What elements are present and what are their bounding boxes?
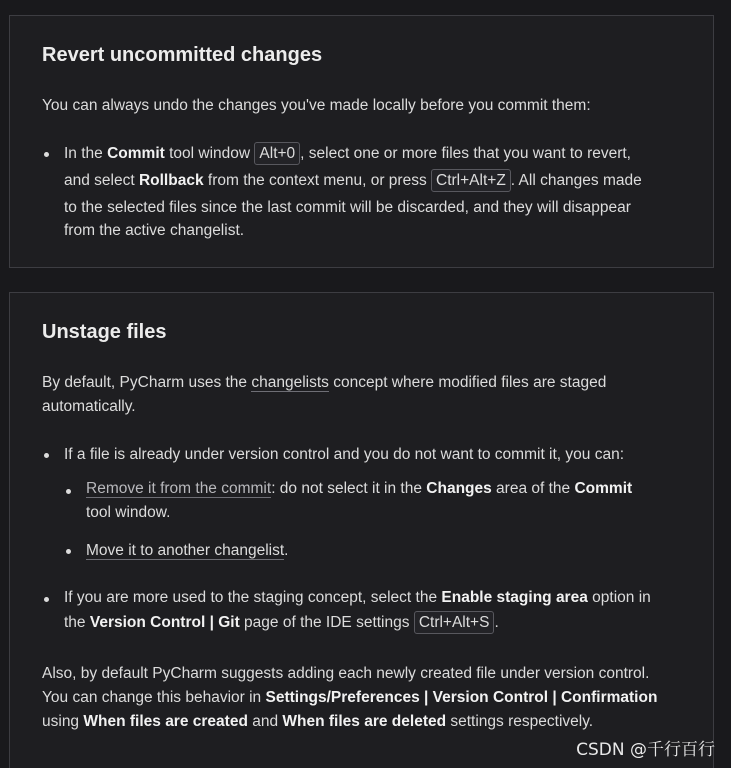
- list-item: If a file is already under version control and you do not want to commit it, you can:: [64, 446, 625, 463]
- list-item: [64, 140, 694, 244]
- when-files-created-label: When files are created: [83, 713, 248, 730]
- list-item-line: In the Commit tool window Alt+0 , select one or more files that you want to revert,: [64, 140, 694, 167]
- bullet: [44, 152, 49, 157]
- watermark: CSDN @千行百行: [576, 740, 715, 760]
- section-outro: Also, by default PyCharm suggests adding each newly created file under version control. You can change this behavior in Settings/Preferences | Version Control | Confirmation using When files are created and When files are deleted settings respectively.: [42, 665, 658, 730]
- changelists-link[interactable]: changelists: [251, 374, 329, 391]
- commit-label: Commit: [574, 480, 633, 497]
- list-item-line: and select Rollback from the context menu, or press Ctrl+Alt+Z . All changes made: [64, 167, 694, 194]
- list-item-line: the Version Control | Git page of the IDE settings Ctrl+Alt+S .: [64, 610, 694, 635]
- list-item: [64, 585, 694, 635]
- list-item-line: If you are more used to the staging concept, select the Enable staging area option in: [64, 589, 651, 606]
- list-item-line: Remove it from the commit: do not select it in the Changes area of the Commit: [86, 480, 633, 497]
- shortcut-alt-0: Alt+0: [254, 142, 300, 165]
- list-item-line: from the active changelist.: [64, 222, 245, 239]
- commit-label: Commit: [107, 145, 165, 162]
- list-item: Move it to another changelist.: [86, 542, 289, 559]
- bullet: [44, 597, 49, 602]
- section-intro: You can always undo the changes you've made locally before you commit them:: [42, 97, 591, 114]
- section-intro: By default, PyCharm uses the changelists concept where modified files are staged automatically.: [42, 374, 607, 415]
- section-title: Revert uncommitted changes: [42, 44, 323, 66]
- enable-staging-label: Enable staging area: [441, 589, 588, 606]
- shortcut-ctrl-alt-z: Ctrl+Alt+Z: [431, 169, 511, 192]
- changes-label: Changes: [426, 480, 492, 497]
- bullet: [44, 453, 49, 458]
- list-item-line: tool window.: [86, 504, 171, 521]
- when-files-deleted-label: When files are deleted: [282, 713, 447, 730]
- rollback-label: Rollback: [138, 172, 204, 189]
- unstage-files-section: [9, 292, 714, 768]
- version-control-git-label: Version Control | Git: [89, 614, 240, 631]
- list-item-line: to the selected files since the last commit will be discarded, and they will disappear: [64, 199, 631, 216]
- remove-from-commit-link[interactable]: Remove it from the commit: [86, 480, 272, 497]
- list-item: [86, 477, 696, 525]
- bullet: [66, 549, 71, 554]
- section-title: Unstage files: [42, 321, 167, 343]
- revert-changes-section: [9, 15, 714, 268]
- shortcut-ctrl-alt-s: Ctrl+Alt+S: [414, 611, 495, 634]
- bullet: [66, 489, 71, 494]
- move-to-changelist-link[interactable]: Move it to another changelist: [86, 542, 285, 559]
- confirmation-settings-path: Settings/Preferences | Version Control | Confirmation: [265, 689, 658, 706]
